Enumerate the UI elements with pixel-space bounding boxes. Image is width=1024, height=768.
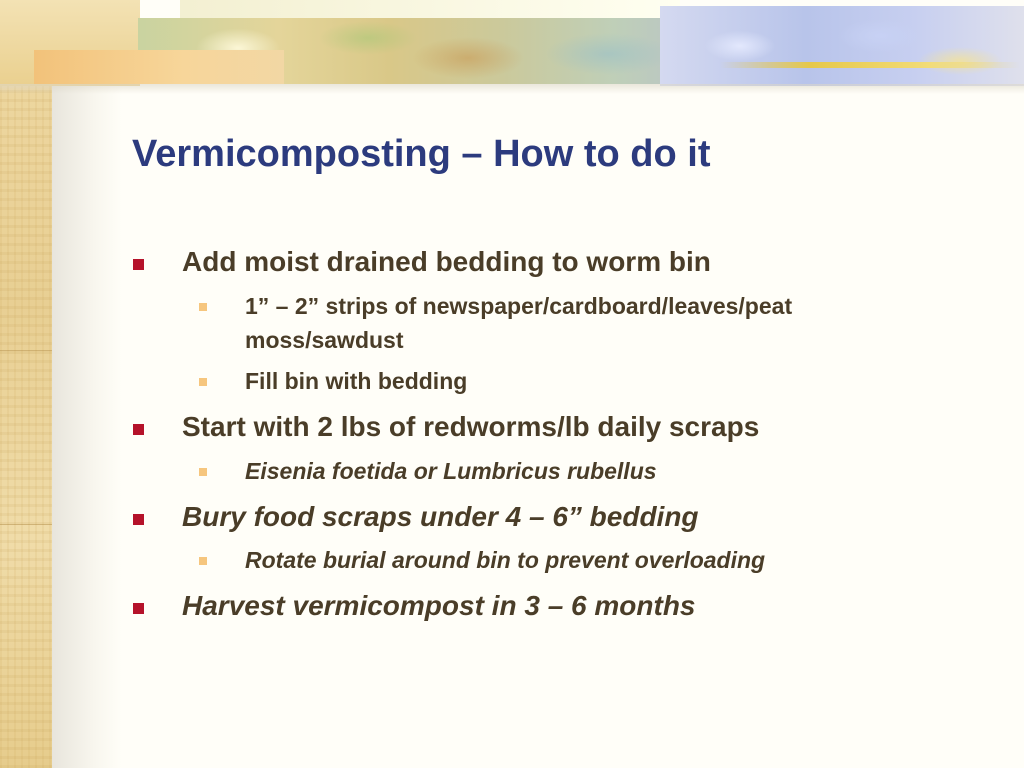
bullet-marker-square-icon	[133, 424, 144, 435]
sub-bullet-item: 1” – 2” strips of newspaper/cardboard/leaves/peat	[245, 293, 793, 319]
bullet-marker-square-icon	[133, 514, 144, 525]
bullet-marker-square-icon	[133, 603, 144, 614]
sub-bullet-item: Fill bin with bedding	[245, 368, 468, 394]
bullet-item: Harvest vermicompost in 3 – 6 months	[182, 590, 696, 621]
sub-bullet-marker-square-icon	[199, 557, 207, 565]
sub-bullet-item: Rotate burial around bin to prevent overloading	[245, 547, 766, 573]
bullet-item: Start with 2 lbs of redworms/lb daily scraps	[182, 411, 760, 442]
bullet-item: Add moist drained bedding to worm bin	[182, 246, 711, 277]
sub-bullet-item-continuation: moss/sawdust	[245, 327, 404, 353]
bullet-item: Bury food scraps under 4 – 6” bedding	[182, 501, 699, 532]
sub-bullet-marker-square-icon	[199, 303, 207, 311]
sub-bullet-marker-square-icon	[199, 378, 207, 386]
bullet-marker-square-icon	[133, 259, 144, 270]
sub-bullet-marker-square-icon	[199, 468, 207, 476]
sub-bullet-item: Eisenia foetida or Lumbricus rubellus	[245, 458, 657, 484]
slide-title: Vermicomposting – How to do it	[132, 133, 711, 175]
